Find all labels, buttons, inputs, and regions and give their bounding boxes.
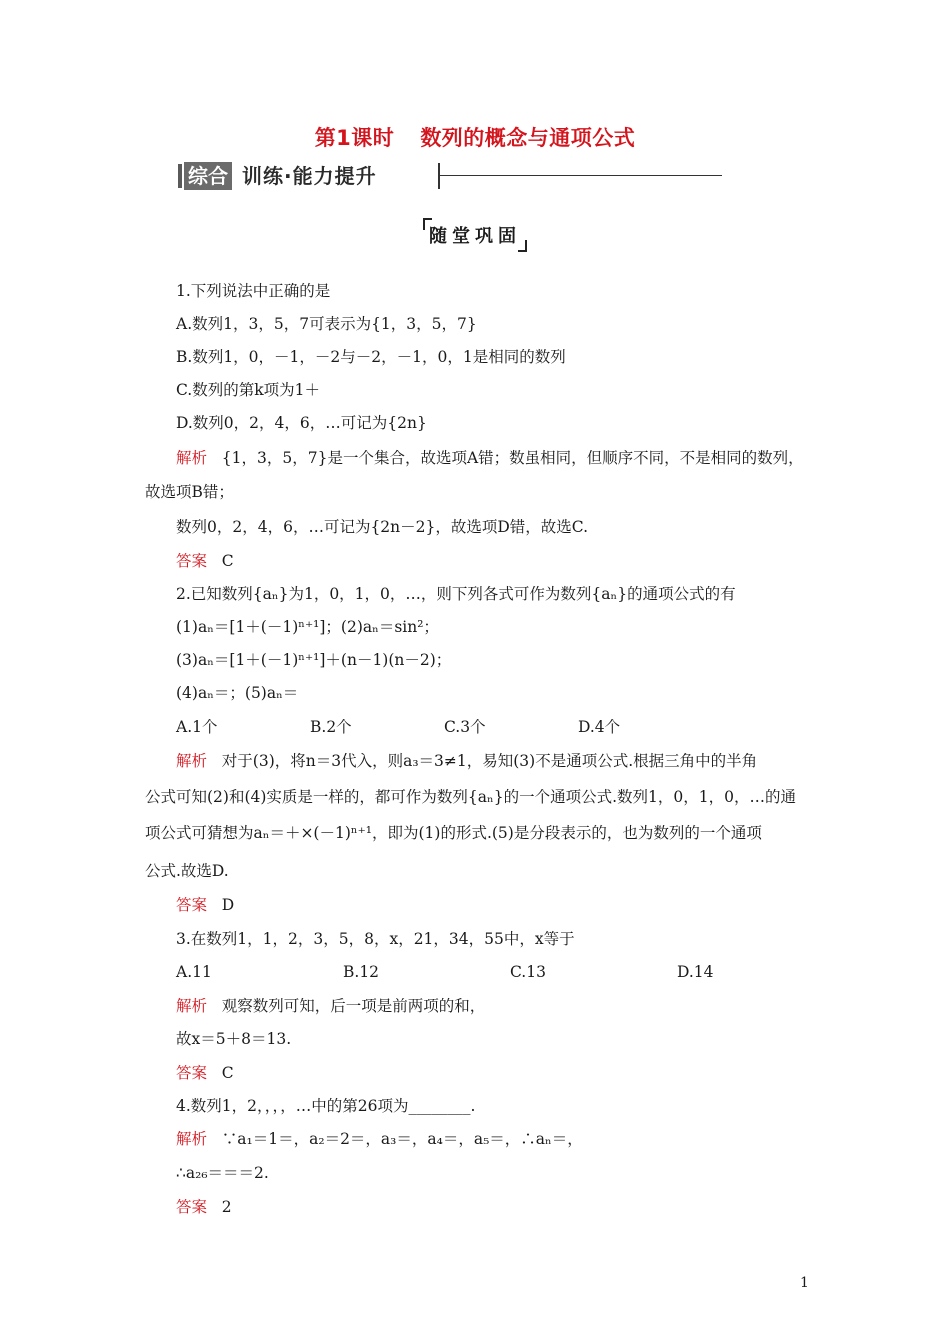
answer-label: 答案 — [176, 1198, 208, 1216]
banner-text: 训练·能力提升 — [242, 164, 377, 188]
q1-answer-value: C — [221, 552, 234, 570]
analysis-label: 解析 — [176, 1130, 208, 1148]
section-banner — [178, 158, 723, 192]
answer-label: 答案 — [176, 896, 208, 914]
q3-option-c: C.13 — [510, 963, 546, 981]
q1-answer — [176, 550, 234, 572]
banner-highlight: 综合 — [184, 162, 232, 190]
q2-option-a: A.1个 — [176, 718, 218, 736]
q1-stem: 1.下列说法中正确的是 — [176, 282, 331, 300]
q2-stem: 2.已知数列{aₙ}为1，0，1，0，…，则下列各式可作为数列{aₙ}的通项公式的有 — [176, 585, 736, 603]
q4-analysis-cont: ∴a₂₆＝＝＝2. — [176, 1164, 269, 1182]
q3-option-a: A.11 — [176, 963, 212, 981]
subheading-text: 随堂巩固 — [423, 218, 527, 252]
q4-answer — [176, 1196, 232, 1218]
q2-options — [176, 716, 620, 738]
q1-analysis — [176, 447, 804, 469]
page-number: 1 — [800, 1275, 809, 1291]
q3-stem: 3.在数列1，1，2，3，5，8，x，21，34，55中，x等于 — [176, 930, 575, 948]
q3-analysis-cont: 故x＝5＋8＝13. — [176, 1030, 292, 1048]
q1-analysis-cont: 故选项B错； — [145, 483, 234, 501]
analysis-label: 解析 — [176, 997, 208, 1015]
answer-label: 答案 — [176, 1064, 208, 1082]
q1-analysis-text: {1，3，5，7}是一个集合，故选项A错；数虽相同，但顺序不同，不是相同的数列， — [221, 449, 804, 467]
q1-option-a: A.数列1，3，5，7可表示为{1，3，5，7} — [176, 315, 477, 333]
q2-analysis-cont2: 项公式可猜想为aₙ＝＋×(－1)ⁿ⁺¹，即为(1)的形式.(5)是分段表示的，也为数列的一个通项 — [145, 824, 762, 842]
subheading — [0, 218, 950, 252]
q1-option-b: B.数列1，0，－1，－2与－2，－1，0，1是相同的数列 — [176, 348, 566, 366]
q2-formula-3: (4)aₙ＝；(5)aₙ＝ — [176, 684, 299, 702]
q3-analysis — [176, 995, 485, 1017]
q2-formula-1: (1)aₙ＝[1＋(－1)ⁿ⁺¹]；(2)aₙ＝sin²； — [176, 618, 439, 636]
q3-answer — [176, 1062, 234, 1084]
q2-option-d: D.4个 — [578, 718, 621, 736]
q2-analysis-cont3: 公式.故选D. — [145, 862, 229, 880]
q3-answer-value: C — [221, 1064, 234, 1082]
q4-answer-value: 2 — [221, 1198, 232, 1216]
answer-label: 答案 — [176, 552, 208, 570]
q2-analysis-text: 对于(3)，将n＝3代入，则a₃＝3≠1，易知(3)不是通项公式.根据三角中的半角 — [221, 752, 758, 770]
q3-analysis-text: 观察数列可知，后一项是前两项的和， — [221, 997, 486, 1015]
q4-analysis-text: ∵a₁＝1＝，a₂＝2＝，a₃＝，a₄＝，a₅＝，∴aₙ＝， — [221, 1130, 583, 1148]
analysis-label: 解析 — [176, 449, 208, 467]
q2-answer — [176, 894, 234, 916]
q1-option-d: D.数列0，2，4，6，…可记为{2n} — [176, 414, 427, 432]
analysis-label: 解析 — [176, 752, 208, 770]
q3-options — [176, 961, 714, 983]
q3-option-b: B.12 — [343, 963, 380, 981]
q2-analysis-cont: 公式可知(2)和(4)实质是一样的，都可作为数列{aₙ}的一个通项公式.数列1，0，1，0，…的通 — [145, 788, 796, 806]
lesson-topic: 数列的概念与通项公式 — [420, 126, 636, 150]
q1-analysis-cont2: 数列0，2，4，6，…可记为{2n－2}，故选项D错，故选C. — [176, 518, 589, 536]
banner-marker — [178, 164, 182, 188]
lesson-number: 第1课时 — [314, 126, 395, 150]
q4-analysis — [176, 1128, 583, 1150]
q2-formula-2: (3)aₙ＝[1＋(－1)ⁿ⁺¹]＋(n－1)(n－2)； — [176, 651, 452, 669]
q1-option-c: C.数列的第k项为1＋ — [176, 381, 320, 399]
banner-rule — [440, 175, 722, 176]
q3-option-d: D.14 — [677, 963, 714, 981]
q4-stem: 4.数列1，2，，，，…中的第26项为________. — [176, 1097, 476, 1115]
q2-analysis — [176, 750, 757, 772]
q2-answer-value: D — [221, 896, 235, 914]
q2-option-b: B.2个 — [310, 718, 352, 736]
q2-option-c: C.3个 — [444, 718, 486, 736]
lesson-title — [0, 122, 950, 152]
banner-divider — [438, 163, 440, 189]
